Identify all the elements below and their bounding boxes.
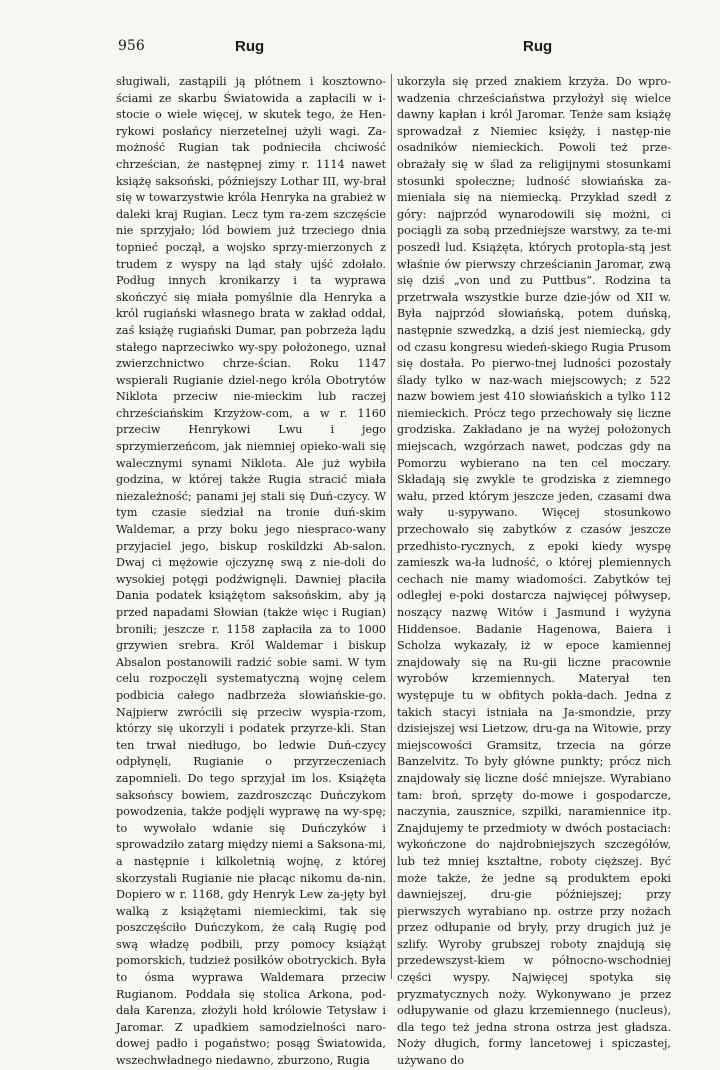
right-column [397,74,671,1068]
left-column-text: sługiwali, zastąpili ją płótnem i kosztowno-ściami ze skarbu Światowida a zapłacili w i-stocie o wiele więcej, w skutek tego, że Hen-rykowi posłańcy nierzetelnej użyli wagi. Za-możność Rugian tak podnieciła chciwość chrześcian, że następnej zimy r. 1114 nawet książę saksoński, późniejszy Lothar III, wy-brał się w towarzystwie króla Henryka na grabież w daleki kraj Rugian. Lecz tym ra-zem szczęście nie sprzyjało; lód bowiem już trzeciego dnia topnieć począł, a wojsko sprzy-mierzonych z trudem z wyspy na ląd stały ujść zdołało. Podług innych kronikarzy i ta wyprawa skończyć się miała pomyślnie dla Henryka a król rugiański własnego brata w zakład oddał, zaś książę rugiański Dumar, pan pobrzeża lądu stałego naprzeciwko wy-spy położonego, uznał zwierzchnictwo chrze-ścian. Roku 1147 wspierali Rugianie dziel-nego króla Obotrytów Niklota przeciw nie-mieckim lub raczej chrześciańskim Krzyżow-com, a w r. 1160 przeciw Henrykowi Lwu i jego sprzymierzeńcom, jak niemniej opieko-wali się walecznymi synami Niklota. Ale już wybiła godzina, w której także Rugia stracić miała niezależność; panami jej stali się Duń-czycy. W tym czasie siedział na tronie duń-skim Waldemar, a przy boku jego niespraco-wany przyjaciel jego, biskup roskildzki Ab-salon. Dwaj ci mężowie ojczyznę swą z nie-doli do wysokiej potęgi podźwignęli. Dawniej płaciła Dania podatek książętom saksońskim, aby ją przed napadami Słowian (także więc i Rugian) broniłi; jeszcze r. 1158 zapłaciła za to 1000 grzywien srebra. Król Waldemar i biskup Absalon postanowili radzić sobie sami. W tym celu rozpoczęli systematyczną wojnę celem podbicia całego nadbrzeża słowiańskie-go. Najpierw zwrócili się przeciw wyspia-rzom, którzy się ukorzyli i podatek przyrze-kli. Stan ten trwał niedługo, bo ledwie Duń-czycy odpłynęli, Rugianie o przyrzeczeniach zapomnieli. Do tego sprzyjał im los. Książęta saksońscy bowiem, zazdroszcząc Duńczykom powodzenia, także podjęli wyprawę na wy-spę; to wywołało wdanie się Duńczyków i sprowadziło zatarg między niemi a Saksona-mi, a następnie i kilkoletnią wojnę, z której skorzystali Rugianie nie płacąc nikomu da-nin. Dopiero w r. 1168, gdy Henryk Lew za-jęty był walką z książętami niemieckimi, tak się poszczęściło Duńczykom, że całą Rugię pod swą władzę podbili, przy pomocy książąt pomorskich, tudzież posiłków obotryckich. Była to ósma wyprawa Waldemara przeciw Rugianom. Poddała się stolica Arkona, pod-dała Karenza, złożyli hołd królowie Tetysław i Jaromar. Z upadkiem samodzielności naro-dowej padło i pogaństwo; posąg Światowida, wszechwładnego niedawno, zburzono, Rugia [116,75,387,1068]
running-head-left: Rug [235,38,265,55]
column-divider [391,74,392,979]
right-column-text: ukorzyła się przed znakiem krzyża. Do wpro-wadzenia chrześciaństwa przyłożył się wielce dawny kapłan i król Jaromar. Tenże sam książę sprowadzał z Niemiec księży, i następ-nie osadników niemieckich. Powoli też prze-obrażały się w ślad za religijnymi stosunkami stosunki społeczne; ludność słowiańska za-mieniała się na niemiecką. Przykład szedł z góry: najprzód wynarodowili się możni, ci pociągli za sobą przedniejsze warstwy, za te-mi poszedł lud. Książęta, których protopla-stą jest właśnie ów pierwszy chrześcianin Jaromar, zwą się dziś „von und zu Puttbus“. Rodzina ta przetrwała wszystkie burze dzie-jów od XII w. Była najprzód słowiańską, potem duńską, następnie szwedzką, a dziś jest niemiecką, gdy od czasu kongresu wiedeń-skiego Rugia Prusom się dostała. Po pierwo-tnej ludności pozostały ślady tylko w naz-wach miejscowych; z 522 nazw bowiem jest 410 słowiańskich a tylko 112 niemieckich. Prócz tego przechowały się liczne grodziska. Zakładano je na wyżej położonych miejscach, wzgórzach nawet, podczas gdy na Pomorzu wybierano na ten cel moczary. Składają się zwykle te grodziska z ziemnego wału, przed którym jeszcze jeden, czasami dwa wały u-sypywano. Więcej stosunkowo przechowało się zabytków z czasów jeszcze przedhisto-rycznych, z epoki kiedy wyspę zamieszk wa-ła ludność, o której plemiennych cechach nie mamy wiadomości. Zabytków tej odległej e-poki dostarcza najwięcej półwysep, noszący nazwę Witów i Jasmund i wyżyna Hiddensoe. Badanie Hagenowa, Baiera i Scholza wykazały, iż w epoce kamiennej znajdowały się na Ru-gii liczne pracownie wyrobów krzemiennych. Materyał ten występuje tu w obfitych pokła-dach. Jedna z takich stacyi istniała na Ja-smondzie, przy dzisiejszej wsi Lietzow, dru-ga na Witowie, przy miejscowości Gramsitz, trzecia na górze Banzelvitz. To były główne punkty; prócz nich znajdowały się liczne dość mniejsze. Wyrabiano tam: broń, sprzęty do-mowe i gospodarcze, naczynia, zausznice, szpilki, naramiennice itp. Znajdujemy te przedmioty w dwóch postaciach: wykończone do najdrobniejszych szczegółów, lub też mniej kształtne, roboty cięższej. Być może także, że jedne są produktem epoki dawniejszej, dru-gie późniejszej; przy pierwszych wyrabiano np. ostrze przy nożach przez odłupanie od bryły, przy drugich już je szlify. Wyroby grubszej roboty znajdują się przedewszyst-kiem w północno-wschodniej części wyspy. Najwięcej spotyka się pryzmatycznych noży. Wykonywano je przez odłupywanie od głazu krzemiennego (nucleus), dla tego też jedna strona ostrza jest gładsza. Noży długich, formy lancetowej i spiczastej, używano do [397,75,671,1068]
page-number: 956 [118,38,145,54]
running-head-right: Rug [523,38,553,55]
page-header [0,38,720,62]
left-column [116,74,387,1068]
